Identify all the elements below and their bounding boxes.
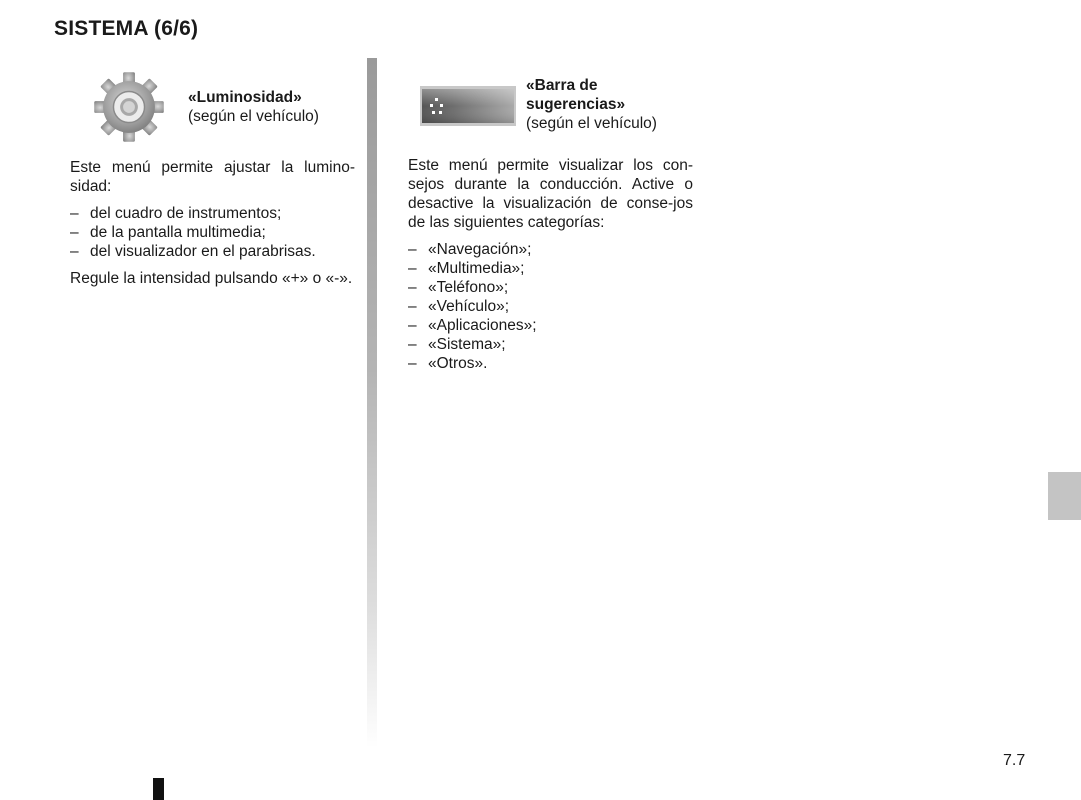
suggestion-bar-heading xyxy=(526,76,696,133)
luminosity-intro: Este menú permite ajustar la lumino-sidad: xyxy=(70,159,355,195)
suggestion-bar-intro: Este menú permite visualizar los con-sejos durante la conducción. Active o desactive la visualización de conse-jos de las siguientes categorías: xyxy=(408,157,693,231)
list-item: – «Otros». xyxy=(408,354,693,373)
luminosity-instruction: Regule la intensidad pulsando «+» o «-». xyxy=(70,270,353,287)
list-item: – «Sistema»; xyxy=(408,335,693,354)
suggestion-bar-icon xyxy=(420,86,516,126)
luminosity-header xyxy=(70,70,355,152)
luminosity-heading xyxy=(188,88,358,126)
suggestion-bar-header xyxy=(408,76,693,158)
list-item: – de la pantalla multimedia; xyxy=(70,223,355,242)
list-item: – «Navegación»; xyxy=(408,240,693,259)
list-item: – «Teléfono»; xyxy=(408,278,693,297)
chapter-tab xyxy=(1048,472,1081,520)
page-title: SISTEMA (6/6) xyxy=(54,17,199,40)
luminosity-section xyxy=(70,70,355,288)
page-number: 7.7 xyxy=(1003,752,1026,769)
list-item: – «Multimedia»; xyxy=(408,259,693,278)
luminosity-subtitle: (según el vehículo) xyxy=(188,108,319,125)
suggestion-bar-section xyxy=(408,76,693,381)
suggestion-category-list xyxy=(408,240,693,373)
list-item: – «Aplicaciones»; xyxy=(408,316,693,335)
list-item: – «Vehículo»; xyxy=(408,297,693,316)
crop-mark xyxy=(153,778,164,800)
luminosity-title: «Luminosidad» xyxy=(188,89,302,106)
list-item: – del cuadro de instrumentos; xyxy=(70,204,355,223)
luminosity-list xyxy=(70,204,355,261)
column-divider xyxy=(367,58,377,748)
suggestion-bar-subtitle: (según el vehículo) xyxy=(526,115,657,132)
suggestion-bar-title: «Barra de sugerencias» xyxy=(526,77,626,113)
list-item: – del visualizador en el parabrisas. xyxy=(70,242,355,261)
gear-icon xyxy=(92,70,166,144)
